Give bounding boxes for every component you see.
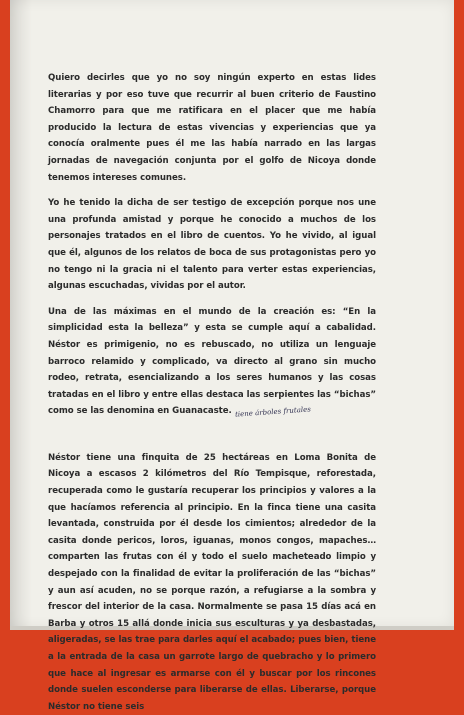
document-body [48,70,376,715]
paragraph-4: Néstor tiene una finquita de 25 hectáreas en Loma Bonita de Nicoya a escasos 2 kilómetros del Río Tempisque, reforestada, recuperada como le gustaría recuperar los principios y valores a la que hacíamos referencia al principio. En la finca tiene una casita levantada, construida por él desde los cimientos; alrededor de la casita donde pericos, loros, iguanas, monos congos, mapaches…comparten las frutas con él y todo el suelo macheteado limpio y despejado con la finalidad de evitar la proliferación de las “bichas” y aun así acuden, no se porque razón, a refugiarse a la sombra y frescor del interior de la casa. Normalmente se pasa 15 días acá en Barba y otros 15 allá donde inicia sus esculturas y ya desbastadas, aligeradas, se las trae para darles aquí el acabado; pues bien, tiene a la entrada de la casa un garrote largo de quebracho y lo primero que hace al ingresar es armarse con él y buscar por los rincones donde suelen esconderse para liberarse de ellas. Liberarse, porque Néstor no tiene seis [48,452,376,712]
paper-fold-shadow [10,0,32,628]
paragraph-2: Yo he tenido la dicha de ser testigo de excepción porque nos une una profunda amistad y porque he conocido a muchos de los personajes tratados en el libro de cuentos. Yo he vivido, al igual que él, algunos de los relatos de boca de sus protagonistas pero yo no tengo ni la gracia ni el talento para verter estas experiencias, algunas escuchadas, vividas por el autor. [48,198,376,292]
handwritten-annotation: tiene árboles frutales [234,405,312,419]
paragraph-1: Quiero decirles que yo no soy ningún experto en estas lides literarias y por eso tuve que recurrir al buen criterio de Faustino Chamorro para que me ratificara en el placer que me había producido la lectura de estas vivencias y experiencias que ya conocía oralmente pues él me las había narrado en las largas jornadas de navegación conjunta por el golfo de Nicoya donde tenemos intereses comunes. [48,73,376,183]
paragraph-3: Una de las máximas en el mundo de la creación es: “En la simplicidad esta la belleza” y esta se cumple aquí a cabalidad. Néstor es primigenio, no es rebuscado, no utiliza un lenguaje barroco relamido y complicado, va directo al grano sin mucho rodeo, retrata, esencializando a los seres humanos y las cosas tratadas en el libro y entre ellas destaca las serpientes las “bichas” como se las denomina en Guanacaste. [48,306,376,417]
